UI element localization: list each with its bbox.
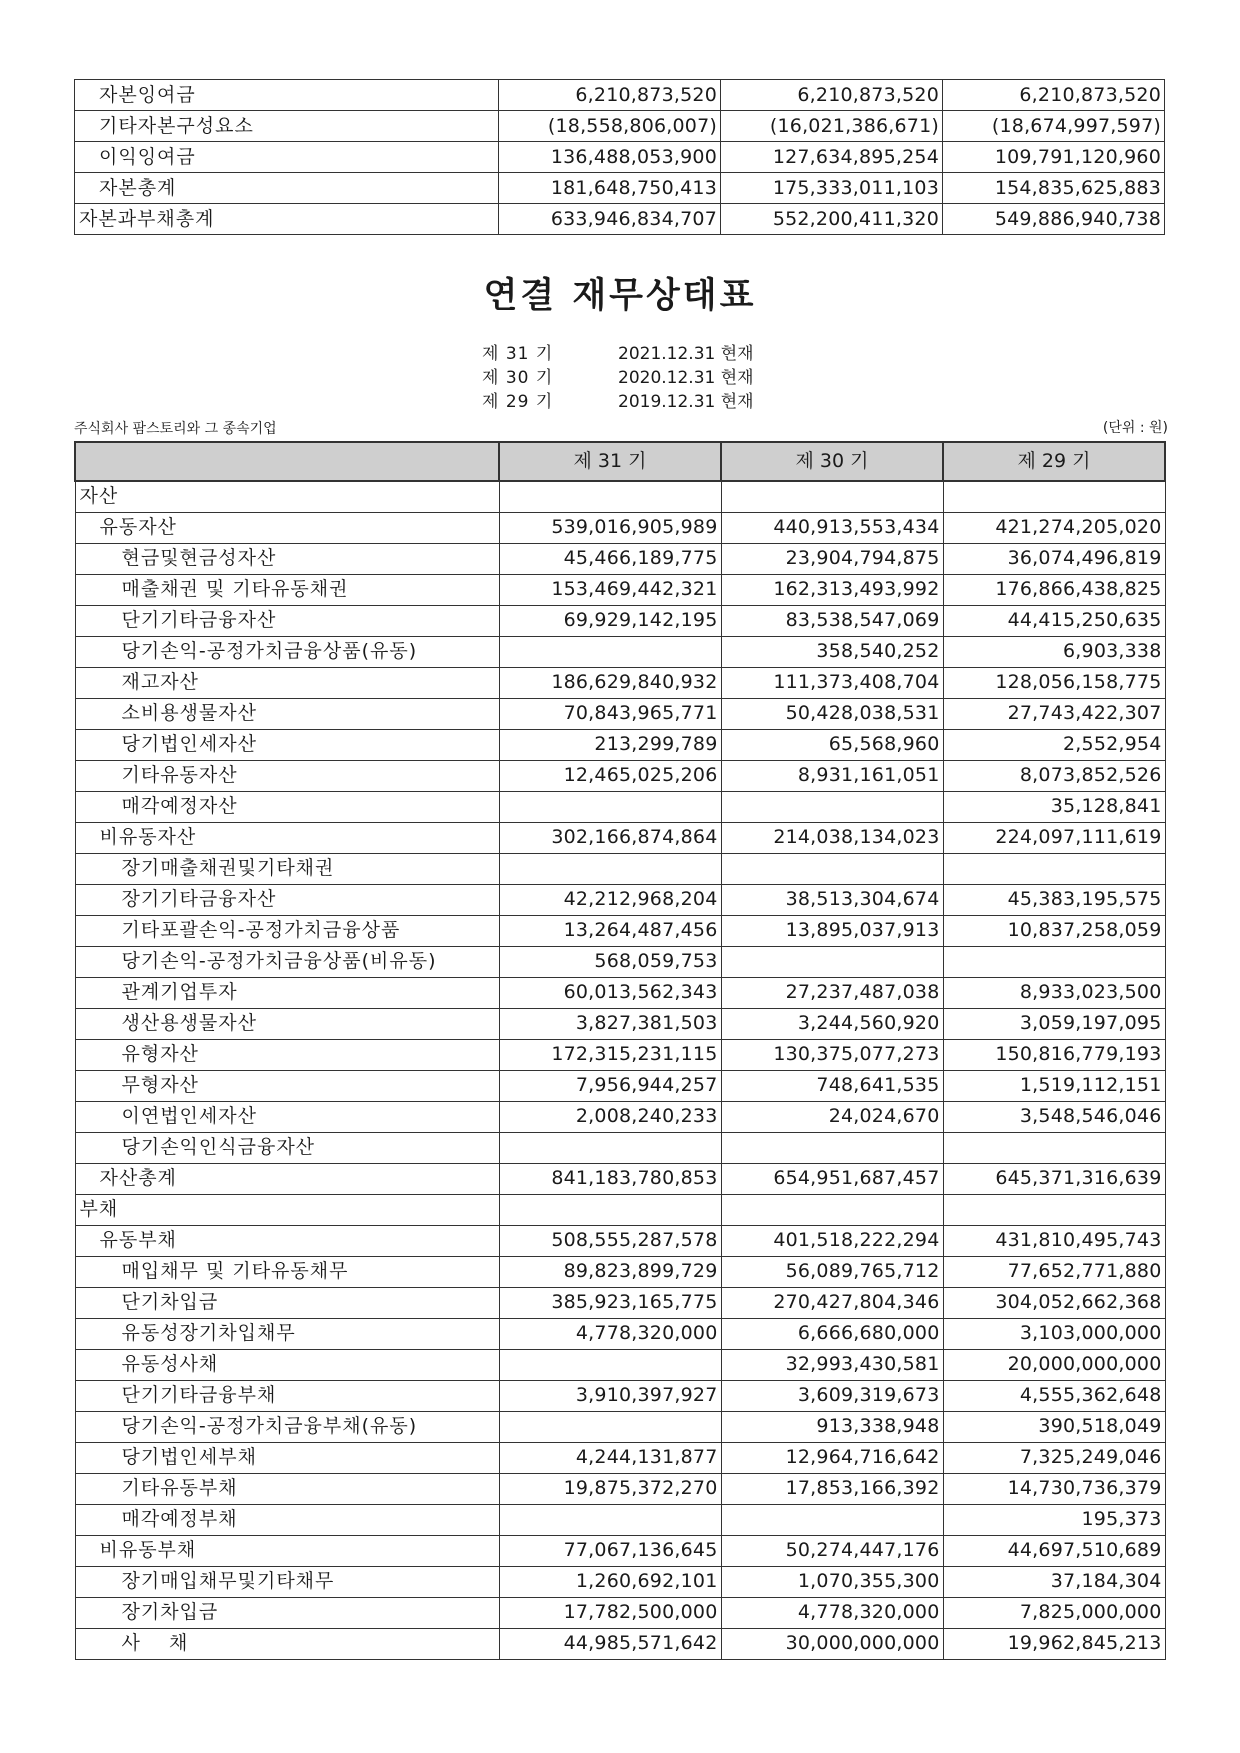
value-period-30-cell: 8,931,161,051 — [721, 760, 943, 791]
value-period-29-cell: 6,903,338 — [943, 636, 1165, 667]
table-row — [75, 822, 1165, 853]
value-period-30-cell: 162,313,493,992 — [721, 574, 943, 605]
value-period-31-cell: 44,985,571,642 — [499, 1628, 721, 1659]
table-row — [75, 1349, 1165, 1380]
value-period-31-cell: 45,466,189,775 — [499, 543, 721, 574]
value-period-29-cell: 44,415,250,635 — [943, 605, 1165, 636]
table-row — [75, 543, 1165, 574]
value-period-29-cell: 14,730,736,379 — [943, 1473, 1165, 1504]
account-name-cell: 부채 — [75, 1194, 499, 1225]
value-period-31-cell: 633,946,834,707 — [499, 204, 721, 235]
value-period-30-cell: 3,609,319,673 — [721, 1380, 943, 1411]
value-period-29-cell — [943, 481, 1165, 512]
value-period-31-cell — [499, 1411, 721, 1442]
value-period-30-cell: 30,000,000,000 — [721, 1628, 943, 1659]
account-name-cell: 기타유동부채 — [75, 1473, 499, 1504]
account-name-cell: 장기기타금융자산 — [75, 884, 499, 915]
value-period-30-cell: 748,641,535 — [721, 1070, 943, 1101]
page-title: 연결 재무상태표 — [483, 276, 757, 316]
table-row — [75, 1225, 1165, 1256]
account-name-cell: 매출채권 및 기타유동채권 — [75, 574, 499, 605]
value-period-31-cell: 60,013,562,343 — [499, 977, 721, 1008]
account-name-cell: 당기법인세자산 — [75, 729, 499, 760]
period-label: 제 31 기 — [482, 344, 554, 364]
account-name-cell: 이익잉여금 — [75, 142, 499, 173]
value-period-29-cell: 195,373 — [943, 1504, 1165, 1535]
table-row — [75, 1628, 1165, 1659]
value-period-29-cell — [943, 946, 1165, 977]
table-row — [75, 1411, 1165, 1442]
value-period-30-cell: 83,538,547,069 — [721, 605, 943, 636]
value-period-30-cell — [721, 1132, 943, 1163]
value-period-29-cell: 3,103,000,000 — [943, 1318, 1165, 1349]
table-row — [75, 1194, 1165, 1225]
value-period-31-cell: 2,008,240,233 — [499, 1101, 721, 1132]
value-period-30-cell: 214,038,134,023 — [721, 822, 943, 853]
table-row — [75, 1442, 1165, 1473]
period-row — [482, 342, 754, 366]
value-period-29-cell: 45,383,195,575 — [943, 884, 1165, 915]
table-row — [75, 760, 1165, 791]
value-period-29-cell: 10,837,258,059 — [943, 915, 1165, 946]
value-period-30-cell: 23,904,794,875 — [721, 543, 943, 574]
value-period-30-cell: 6,666,680,000 — [721, 1318, 943, 1349]
value-period-31-cell: 568,059,753 — [499, 946, 721, 977]
value-period-31-cell: 77,067,136,645 — [499, 1535, 721, 1566]
value-period-29-cell: 36,074,496,819 — [943, 543, 1165, 574]
value-period-30-cell: 12,964,716,642 — [721, 1442, 943, 1473]
value-period-29-cell: 77,652,771,880 — [943, 1256, 1165, 1287]
header-row — [75, 442, 1165, 481]
value-period-30-cell: 175,333,011,103 — [721, 173, 943, 204]
value-period-31-cell: 539,016,905,989 — [499, 512, 721, 543]
account-name-cell: 소비용생물자산 — [75, 698, 499, 729]
period-label: 제 30 기 — [482, 368, 554, 388]
value-period-30-cell: 130,375,077,273 — [721, 1039, 943, 1070]
value-period-31-cell: 69,929,142,195 — [499, 605, 721, 636]
header-period-29: 제 29 기 — [943, 442, 1165, 481]
value-period-31-cell: 153,469,442,321 — [499, 574, 721, 605]
account-name-cell: 단기차입금 — [75, 1287, 499, 1318]
table-row — [75, 1101, 1165, 1132]
account-name-cell: 유형자산 — [75, 1039, 499, 1070]
value-period-31-cell: 13,264,487,456 — [499, 915, 721, 946]
value-period-30-cell: 38,513,304,674 — [721, 884, 943, 915]
table-row — [75, 142, 1165, 173]
account-name-cell: 비유동부채 — [75, 1535, 499, 1566]
value-period-31-cell: 19,875,372,270 — [499, 1473, 721, 1504]
value-period-31-cell: 89,823,899,729 — [499, 1256, 721, 1287]
value-period-29-cell: 3,548,546,046 — [943, 1101, 1165, 1132]
account-name-cell: 단기기타금융부채 — [75, 1380, 499, 1411]
table-row — [75, 946, 1165, 977]
account-name-cell: 장기매입채무및기타채무 — [75, 1566, 499, 1597]
table-row — [75, 1535, 1165, 1566]
value-period-29-cell: 19,962,845,213 — [943, 1628, 1165, 1659]
account-name-cell: 기타유동자산 — [75, 760, 499, 791]
table-row — [75, 173, 1165, 204]
value-period-30-cell: 654,951,687,457 — [721, 1163, 943, 1194]
value-period-29-cell: 109,791,120,960 — [943, 142, 1165, 173]
account-name-cell: 재고자산 — [75, 667, 499, 698]
table-row — [75, 204, 1165, 235]
account-name-cell: 자본잉여금 — [75, 80, 499, 111]
value-period-31-cell — [499, 1504, 721, 1535]
value-period-31-cell: 70,843,965,771 — [499, 698, 721, 729]
value-period-30-cell: 913,338,948 — [721, 1411, 943, 1442]
account-name-cell: 유동성장기차입채무 — [75, 1318, 499, 1349]
value-period-30-cell: 13,895,037,913 — [721, 915, 943, 946]
value-period-31-cell: 4,778,320,000 — [499, 1318, 721, 1349]
value-period-31-cell — [499, 1132, 721, 1163]
value-period-29-cell: 44,697,510,689 — [943, 1535, 1165, 1566]
value-period-30-cell: 552,200,411,320 — [721, 204, 943, 235]
value-period-29-cell: 421,274,205,020 — [943, 512, 1165, 543]
table-row — [75, 80, 1165, 111]
value-period-30-cell: 111,373,408,704 — [721, 667, 943, 698]
value-period-29-cell: 176,866,438,825 — [943, 574, 1165, 605]
value-period-30-cell: 440,913,553,434 — [721, 512, 943, 543]
value-period-29-cell: 3,059,197,095 — [943, 1008, 1165, 1039]
table-row — [75, 512, 1165, 543]
value-period-29-cell: 8,073,852,526 — [943, 760, 1165, 791]
value-period-30-cell: 1,070,355,300 — [721, 1566, 943, 1597]
value-period-30-cell: (16,021,386,671) — [721, 111, 943, 142]
table-row — [75, 111, 1165, 142]
account-name-cell: 장기매출채권및기타채권 — [75, 853, 499, 884]
account-name-cell: 무형자산 — [75, 1070, 499, 1101]
value-period-31-cell: (18,558,806,007) — [499, 111, 721, 142]
value-period-29-cell: 35,128,841 — [943, 791, 1165, 822]
table-row — [75, 481, 1165, 512]
table-row — [75, 1163, 1165, 1194]
value-period-29-cell: 128,056,158,775 — [943, 667, 1165, 698]
value-period-29-cell: 431,810,495,743 — [943, 1225, 1165, 1256]
account-name-cell: 장기차입금 — [75, 1597, 499, 1628]
value-period-29-cell: 4,555,362,648 — [943, 1380, 1165, 1411]
table-row — [75, 636, 1165, 667]
account-name-cell: 기타포괄손익-공정가치금융상품 — [75, 915, 499, 946]
value-period-30-cell: 27,237,487,038 — [721, 977, 943, 1008]
header-account-cell — [75, 442, 499, 481]
table-row — [75, 915, 1165, 946]
table-row — [75, 698, 1165, 729]
value-period-30-cell: 32,993,430,581 — [721, 1349, 943, 1380]
value-period-30-cell: 270,427,804,346 — [721, 1287, 943, 1318]
account-name-cell: 기타자본구성요소 — [75, 111, 499, 142]
value-period-31-cell: 385,923,165,775 — [499, 1287, 721, 1318]
value-period-31-cell: 1,260,692,101 — [499, 1566, 721, 1597]
value-period-31-cell: 6,210,873,520 — [499, 80, 721, 111]
account-name-cell: 당기손익-공정가치금융부채(유동) — [75, 1411, 499, 1442]
account-name-cell: 매입채무 및 기타유동채무 — [75, 1256, 499, 1287]
value-period-31-cell: 302,166,874,864 — [499, 822, 721, 853]
table-row — [75, 1256, 1165, 1287]
value-period-29-cell: 7,825,000,000 — [943, 1597, 1165, 1628]
table-row — [75, 1070, 1165, 1101]
value-period-31-cell — [499, 1349, 721, 1380]
period-date: 2021.12.31 현재 — [618, 344, 754, 364]
value-period-31-cell — [499, 636, 721, 667]
table-row — [75, 1473, 1165, 1504]
account-name-cell: 유동부채 — [75, 1225, 499, 1256]
value-period-31-cell: 181,648,750,413 — [499, 173, 721, 204]
period-label: 제 29 기 — [482, 392, 554, 412]
value-period-29-cell — [943, 1194, 1165, 1225]
company-name: 주식회사 팜스토리와 그 종속기업 — [74, 421, 277, 437]
value-period-30-cell: 50,274,447,176 — [721, 1535, 943, 1566]
account-name-cell: 관계기업투자 — [75, 977, 499, 1008]
value-period-29-cell: 8,933,023,500 — [943, 977, 1165, 1008]
equity-summary-body — [75, 80, 1165, 235]
table-row — [75, 791, 1165, 822]
value-period-30-cell: 4,778,320,000 — [721, 1597, 943, 1628]
table-row — [75, 1597, 1165, 1628]
table-row — [75, 853, 1165, 884]
value-period-29-cell: 37,184,304 — [943, 1566, 1165, 1597]
unit-label: (단위 : 원) — [1102, 420, 1168, 436]
value-period-31-cell — [499, 853, 721, 884]
value-period-29-cell: 549,886,940,738 — [943, 204, 1165, 235]
table-row — [75, 1318, 1165, 1349]
account-name-cell: 이연법인세자산 — [75, 1101, 499, 1132]
account-name-cell: 유동자산 — [75, 512, 499, 543]
account-name-cell: 매각예정부채 — [75, 1504, 499, 1535]
value-period-31-cell: 12,465,025,206 — [499, 760, 721, 791]
value-period-30-cell: 3,244,560,920 — [721, 1008, 943, 1039]
value-period-30-cell — [721, 1194, 943, 1225]
value-period-30-cell: 17,853,166,392 — [721, 1473, 943, 1504]
value-period-29-cell: 224,097,111,619 — [943, 822, 1165, 853]
value-period-30-cell — [721, 791, 943, 822]
account-name-cell: 사 채 — [75, 1628, 499, 1659]
header-period-31: 제 31 기 — [499, 442, 721, 481]
period-list — [482, 342, 754, 414]
account-name-cell: 유동성사채 — [75, 1349, 499, 1380]
value-period-31-cell: 4,244,131,877 — [499, 1442, 721, 1473]
table-row — [75, 729, 1165, 760]
table-row — [75, 884, 1165, 915]
table-row — [75, 1008, 1165, 1039]
account-name-cell: 자본과부채총계 — [75, 204, 499, 235]
header-period-30: 제 30 기 — [721, 442, 943, 481]
value-period-30-cell: 401,518,222,294 — [721, 1225, 943, 1256]
value-period-30-cell: 50,428,038,531 — [721, 698, 943, 729]
table-row — [75, 1380, 1165, 1411]
value-period-29-cell: 2,552,954 — [943, 729, 1165, 760]
account-name-cell: 매각예정자산 — [75, 791, 499, 822]
account-name-cell: 생산용생물자산 — [75, 1008, 499, 1039]
account-name-cell: 당기손익인식금융자산 — [75, 1132, 499, 1163]
table-row — [75, 1287, 1165, 1318]
value-period-31-cell: 172,315,231,115 — [499, 1039, 721, 1070]
account-name-cell: 현금및현금성자산 — [75, 543, 499, 574]
table-row — [75, 667, 1165, 698]
value-period-29-cell: (18,674,997,597) — [943, 111, 1165, 142]
value-period-30-cell — [721, 853, 943, 884]
value-period-30-cell: 358,540,252 — [721, 636, 943, 667]
period-date: 2020.12.31 현재 — [618, 368, 754, 388]
value-period-30-cell: 6,210,873,520 — [721, 80, 943, 111]
table-row — [75, 977, 1165, 1008]
value-period-29-cell: 7,325,249,046 — [943, 1442, 1165, 1473]
value-period-29-cell: 1,519,112,151 — [943, 1070, 1165, 1101]
value-period-29-cell — [943, 1132, 1165, 1163]
value-period-31-cell: 3,827,381,503 — [499, 1008, 721, 1039]
value-period-30-cell: 127,634,895,254 — [721, 142, 943, 173]
value-period-29-cell: 6,210,873,520 — [943, 80, 1165, 111]
value-period-29-cell: 154,835,625,883 — [943, 173, 1165, 204]
table-row — [75, 1039, 1165, 1070]
account-name-cell: 비유동자산 — [75, 822, 499, 853]
value-period-30-cell: 24,024,670 — [721, 1101, 943, 1132]
account-name-cell: 단기기타금융자산 — [75, 605, 499, 636]
account-name-cell: 자산 — [75, 481, 499, 512]
period-date: 2019.12.31 현재 — [618, 392, 754, 412]
value-period-31-cell: 186,629,840,932 — [499, 667, 721, 698]
account-name-cell: 당기손익-공정가치금융상품(비유동) — [75, 946, 499, 977]
value-period-31-cell: 841,183,780,853 — [499, 1163, 721, 1194]
equity-summary-table — [74, 79, 1165, 235]
value-period-31-cell: 213,299,789 — [499, 729, 721, 760]
value-period-31-cell — [499, 481, 721, 512]
value-period-31-cell: 508,555,287,578 — [499, 1225, 721, 1256]
value-period-29-cell: 304,052,662,368 — [943, 1287, 1165, 1318]
value-period-31-cell: 136,488,053,900 — [499, 142, 721, 173]
value-period-29-cell: 27,743,422,307 — [943, 698, 1165, 729]
account-name-cell: 자본총계 — [75, 173, 499, 204]
balance-sheet-body — [75, 481, 1165, 1659]
value-period-29-cell: 390,518,049 — [943, 1411, 1165, 1442]
table-row — [75, 1132, 1165, 1163]
account-name-cell: 당기법인세부채 — [75, 1442, 499, 1473]
table-row — [75, 605, 1165, 636]
table-row — [75, 574, 1165, 605]
value-period-29-cell — [943, 853, 1165, 884]
value-period-29-cell: 645,371,316,639 — [943, 1163, 1165, 1194]
value-period-31-cell: 7,956,944,257 — [499, 1070, 721, 1101]
value-period-31-cell — [499, 791, 721, 822]
account-name-cell: 자산총계 — [75, 1163, 499, 1194]
table-row — [75, 1566, 1165, 1597]
value-period-31-cell: 3,910,397,927 — [499, 1380, 721, 1411]
account-name-cell: 당기손익-공정가치금융상품(유동) — [75, 636, 499, 667]
value-period-30-cell — [721, 1504, 943, 1535]
value-period-29-cell: 20,000,000,000 — [943, 1349, 1165, 1380]
balance-sheet-table — [74, 441, 1166, 1660]
period-row — [482, 366, 754, 390]
value-period-29-cell: 150,816,779,193 — [943, 1039, 1165, 1070]
value-period-31-cell: 17,782,500,000 — [499, 1597, 721, 1628]
value-period-31-cell — [499, 1194, 721, 1225]
value-period-30-cell — [721, 481, 943, 512]
value-period-31-cell: 42,212,968,204 — [499, 884, 721, 915]
period-row — [482, 390, 754, 414]
table-row — [75, 1504, 1165, 1535]
value-period-30-cell: 65,568,960 — [721, 729, 943, 760]
value-period-30-cell — [721, 946, 943, 977]
value-period-30-cell: 56,089,765,712 — [721, 1256, 943, 1287]
